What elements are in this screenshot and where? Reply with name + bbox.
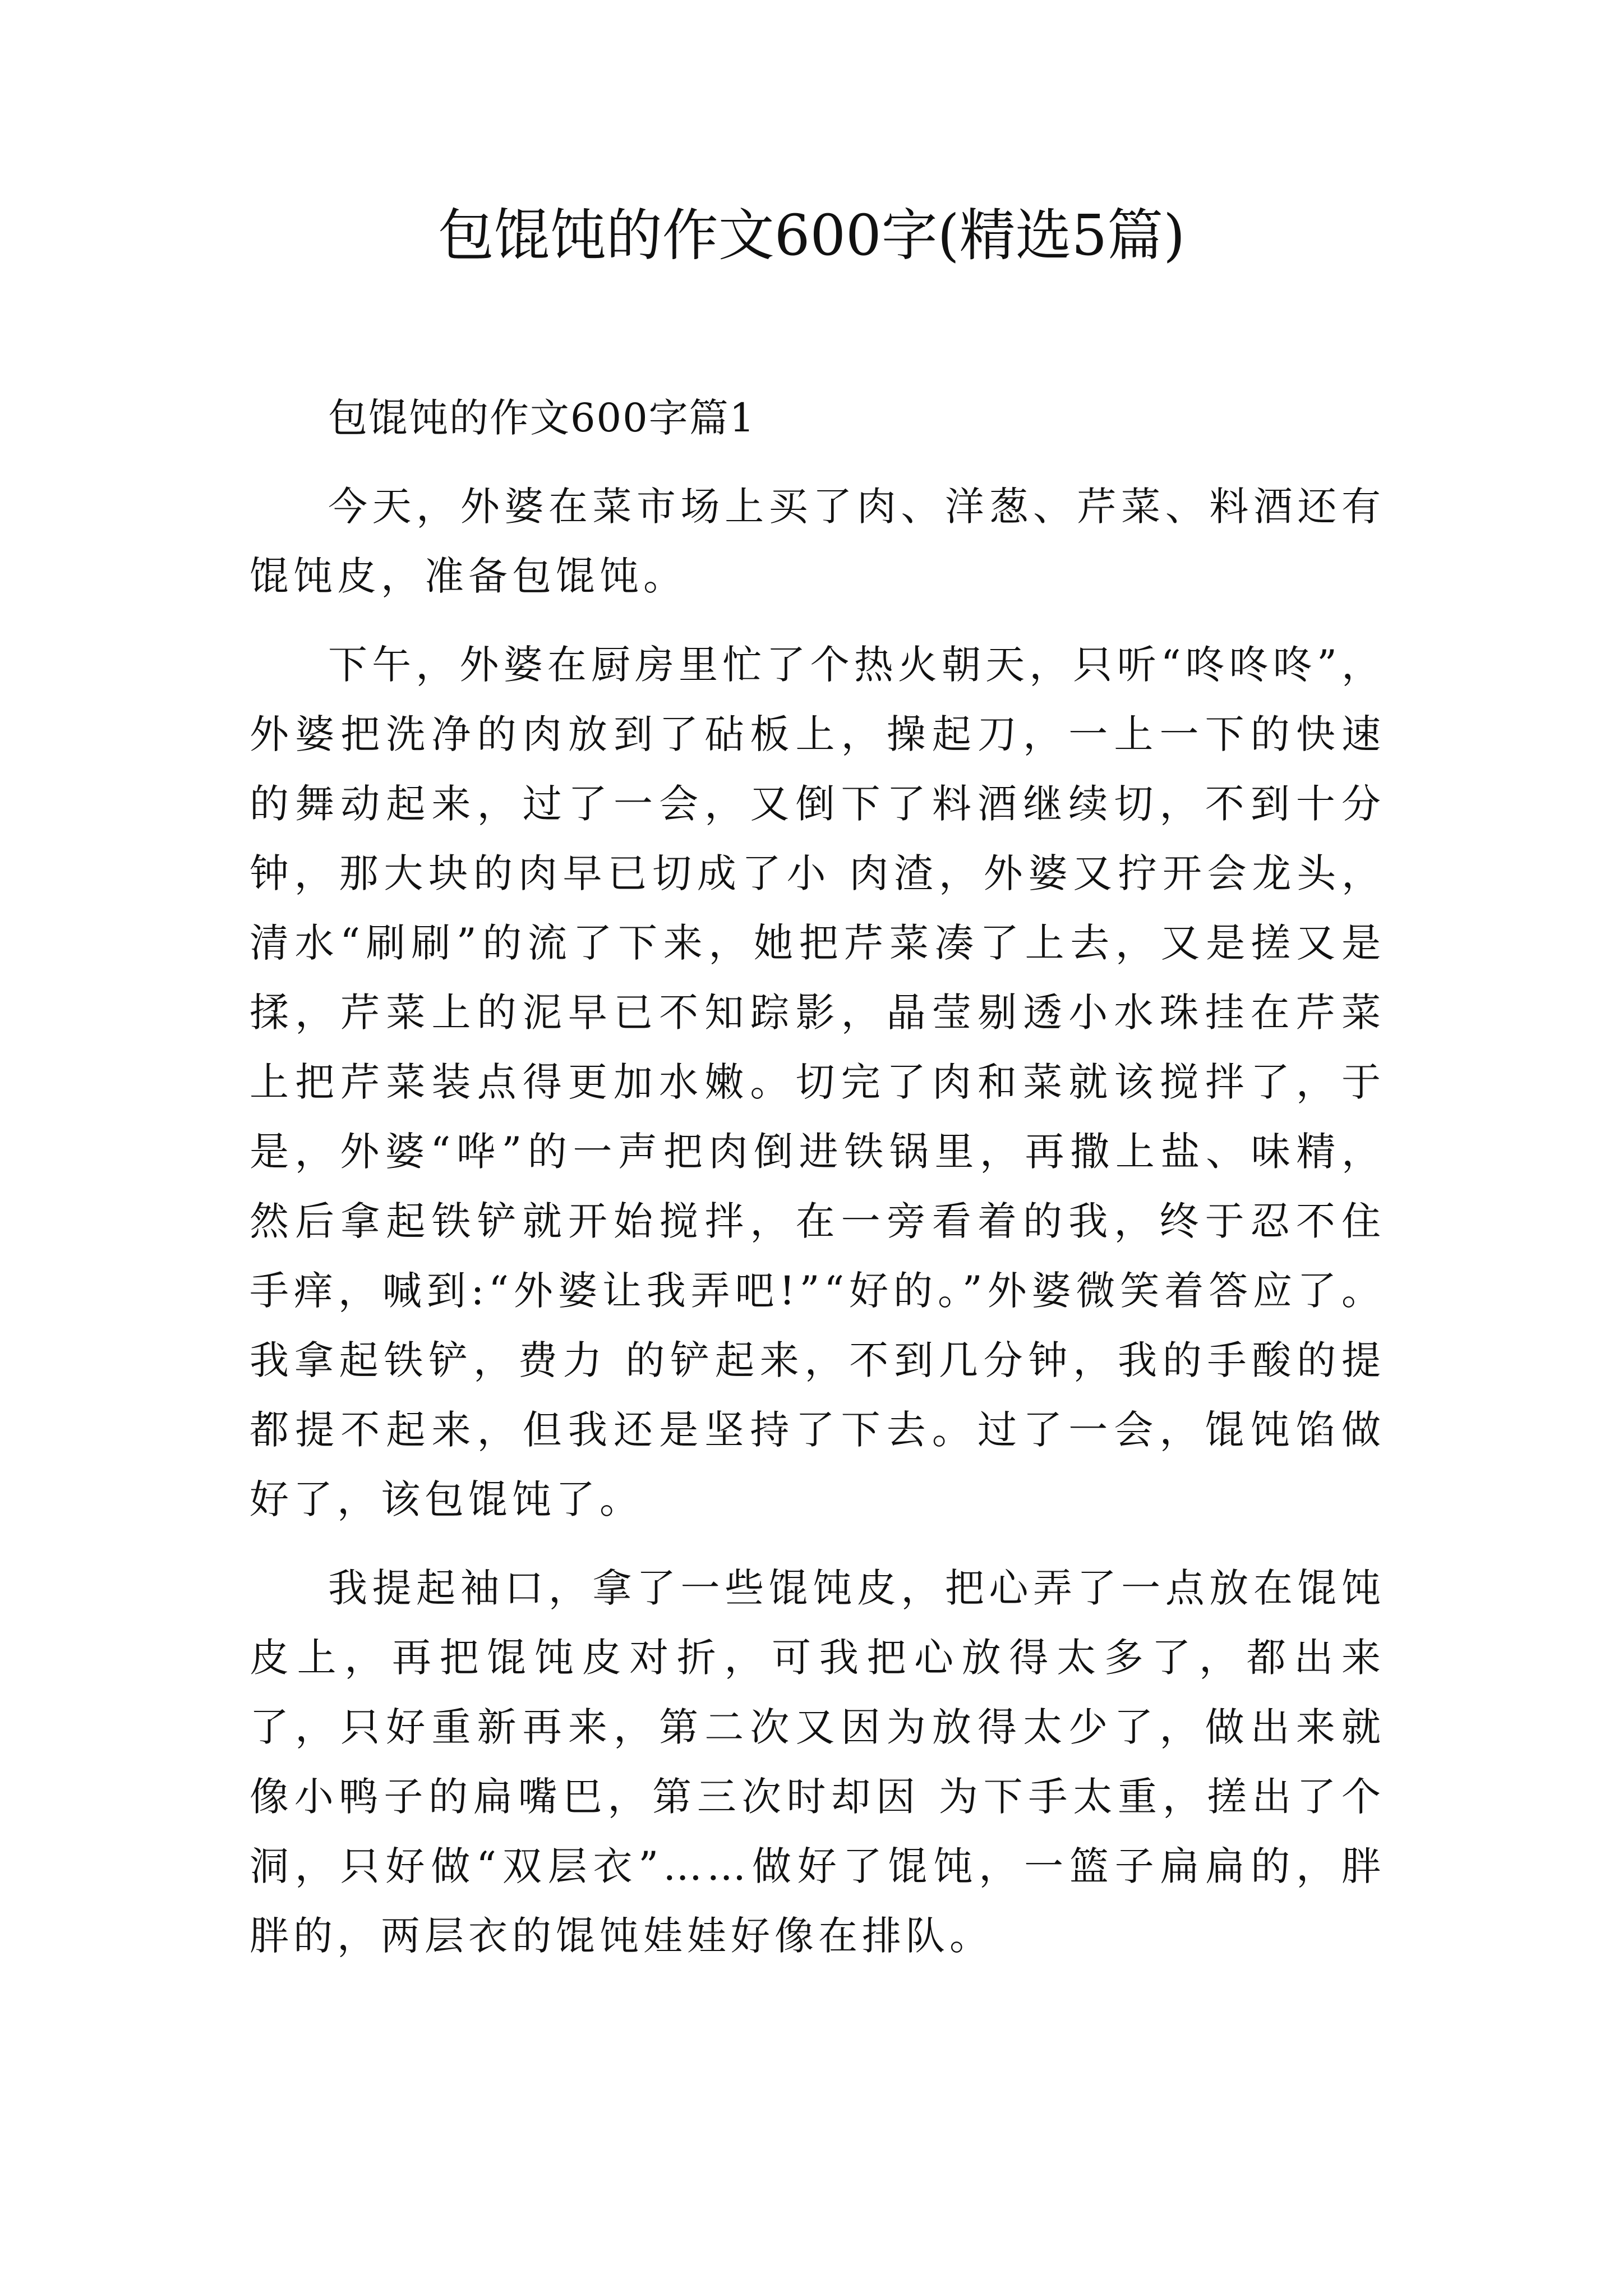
spacer bbox=[250, 611, 1385, 630]
spacer bbox=[250, 453, 1385, 472]
spacer bbox=[250, 1534, 1385, 1553]
paragraph-2: 下午，外婆在厨房里忙了个热火朝天，只听“咚咚咚”，外婆把洗净的肉放到了砧板上，操起刀，一上一下的快速的舞动起来，过了一会，又倒下了料酒继续切，不到十分钟，那大块的肉早已切成了小 肉渣，外婆又拧开会龙头，清水“刷刷”的流了下来，她把芹菜凑了上去，又是搓又是揉，芹菜上的泥早已不知踪影，晶莹剔透小水珠挂在芹菜上把芹菜装点得更加水嫩。切完了肉和菜就该搅拌了，于 是，外婆“哗”的一声把肉倒进铁锅里，再撒上盐、味精，然后拿起铁铲就开始搅拌，在一旁看着的我，终于忍不住手痒，喊到:“外婆让我弄吧!”“好的。”外婆微笑着答应了。我拿起铁铲，费力 的铲起来，不到几分钟，我的手酸的提都提不起来，但我还是坚持了下去。过了一会，馄饨馅做好了，该包馄饨了。 bbox=[250, 642, 1385, 1522]
document-title: 包馄饨的作文600字(精选5篇) bbox=[437, 203, 1186, 268]
paragraph-3: 我提起袖口，拿了一些馄饨皮，把心弄了一点放在馄饨皮上，再把馄饨皮对折，可我把心放得太多了，都出来了，只好重新再来，第二次又因为放得太少了，做出来就像小鸭子的扁嘴巴，第三次时却因 为下手太重，搓出了个洞，只好做“双层衣”……做好了馄饨，一篮子扁扁的，胖胖的，两层衣的馄饨娃娃好像在排队。 bbox=[250, 1565, 1385, 1959]
paragraph-1: 今天，外婆在菜市场上买了肉、洋葱、芹菜、料酒还有馄饨皮，准备包馄饨。 bbox=[250, 484, 1385, 599]
document-body bbox=[250, 383, 1385, 1971]
section-heading: 包馄饨的作文600字篇1 bbox=[328, 395, 756, 441]
